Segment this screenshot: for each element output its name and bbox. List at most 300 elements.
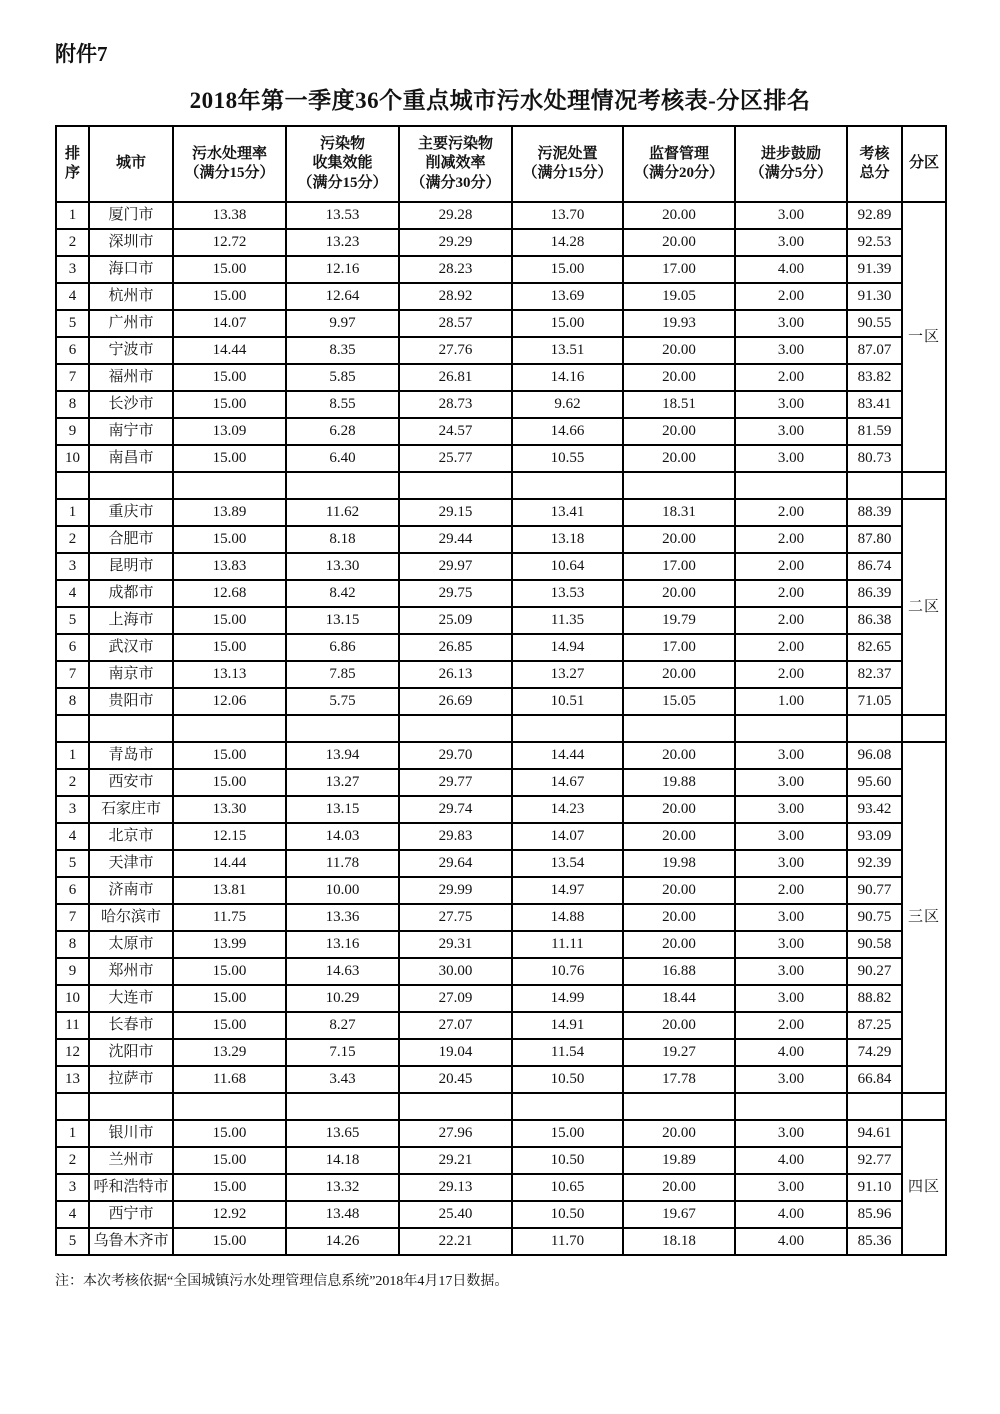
pollutant-reduction-cell: 25.09 [399,607,512,634]
collection-efficiency-cell: 7.15 [286,1039,399,1066]
collection-efficiency-cell: 14.26 [286,1228,399,1255]
treatment-rate-cell: 14.44 [173,337,286,364]
sludge-disposal-cell: 13.41 [512,499,623,526]
pollutant-reduction-cell: 28.57 [399,310,512,337]
total-score-cell: 90.27 [847,958,902,985]
collection-efficiency-cell: 13.16 [286,931,399,958]
section-divider [56,472,946,499]
sludge-disposal-cell: 10.50 [512,1147,623,1174]
collection-efficiency-cell: 14.18 [286,1147,399,1174]
city-cell: 杭州市 [89,283,173,310]
supervision-cell: 20.00 [623,526,735,553]
sludge-disposal-cell: 14.97 [512,877,623,904]
treatment-rate-cell: 12.68 [173,580,286,607]
city-cell: 海口市 [89,256,173,283]
pollutant-reduction-cell: 29.21 [399,1147,512,1174]
rank-cell: 11 [56,1012,89,1039]
header-region [902,126,946,202]
rank-cell: 12 [56,1039,89,1066]
sludge-disposal-cell: 14.67 [512,769,623,796]
supervision-cell: 19.67 [623,1201,735,1228]
total-score-cell: 88.82 [847,985,902,1012]
supervision-cell: 20.00 [623,1012,735,1039]
supervision-cell: 20.00 [623,823,735,850]
sludge-disposal-cell: 13.69 [512,283,623,310]
city-cell: 深圳市 [89,229,173,256]
progress-incentive-cell: 4.00 [735,1039,847,1066]
table-row [56,769,946,796]
total-score-cell: 93.09 [847,823,902,850]
city-cell: 广州市 [89,310,173,337]
divider-cell [89,1093,173,1120]
sludge-disposal-cell: 13.27 [512,661,623,688]
city-cell: 南京市 [89,661,173,688]
collection-efficiency-cell: 6.40 [286,445,399,472]
supervision-cell: 20.00 [623,418,735,445]
rank-cell: 4 [56,283,89,310]
treatment-rate-cell: 12.92 [173,1201,286,1228]
footnote: 注：本次考核依据“全国城镇污水处理管理信息系统”2018年4月17日数据。 [55,1274,509,1289]
pollutant-reduction-cell: 30.00 [399,958,512,985]
pollutant-reduction-cell: 29.97 [399,553,512,580]
pollutant-reduction-cell: 26.13 [399,661,512,688]
collection-efficiency-cell: 14.63 [286,958,399,985]
city-cell: 厦门市 [89,202,173,229]
table-row [56,823,946,850]
divider-cell [173,715,286,742]
treatment-rate-cell: 14.44 [173,850,286,877]
rank-cell: 10 [56,985,89,1012]
header-collection-line2: 收集效能 [312,155,373,172]
supervision-cell: 17.00 [623,634,735,661]
city-cell: 太原市 [89,931,173,958]
table-row [56,364,946,391]
pollutant-reduction-cell: 27.96 [399,1120,512,1147]
supervision-cell: 20.00 [623,337,735,364]
treatment-rate-cell: 13.89 [173,499,286,526]
rank-cell: 1 [56,499,89,526]
city-cell: 武汉市 [89,634,173,661]
progress-incentive-cell: 3.00 [735,202,847,229]
progress-incentive-cell: 2.00 [735,580,847,607]
rank-cell: 5 [56,1228,89,1255]
pollutant-reduction-cell: 29.83 [399,823,512,850]
treatment-rate-cell: 13.38 [173,202,286,229]
table-row [56,634,946,661]
collection-efficiency-cell: 11.78 [286,850,399,877]
table-row [56,688,946,715]
rank-cell: 5 [56,310,89,337]
divider-cell [512,715,623,742]
sludge-disposal-cell: 11.11 [512,931,623,958]
collection-efficiency-cell: 13.27 [286,769,399,796]
treatment-rate-cell: 15.00 [173,607,286,634]
collection-efficiency-cell: 6.28 [286,418,399,445]
treatment-rate-cell: 12.06 [173,688,286,715]
rank-cell: 8 [56,688,89,715]
collection-efficiency-cell: 11.62 [286,499,399,526]
treatment-rate-cell: 15.00 [173,958,286,985]
rank-cell: 3 [56,1174,89,1201]
divider-cell [623,715,735,742]
city-cell: 乌鲁木齐市 [89,1228,173,1255]
total-score-cell: 92.77 [847,1147,902,1174]
table-row [56,985,946,1012]
collection-efficiency-cell: 13.36 [286,904,399,931]
sludge-disposal-cell: 14.16 [512,364,623,391]
supervision-cell: 20.00 [623,904,735,931]
progress-incentive-cell: 3.00 [735,823,847,850]
pollutant-reduction-cell: 29.99 [399,877,512,904]
total-score-cell: 90.55 [847,310,902,337]
table-row [56,337,946,364]
divider-cell [56,472,89,499]
pollutant-reduction-cell: 27.75 [399,904,512,931]
table-row [56,607,946,634]
city-cell: 沈阳市 [89,1039,173,1066]
sludge-disposal-cell: 10.64 [512,553,623,580]
sludge-disposal-cell: 14.66 [512,418,623,445]
rank-cell: 2 [56,1147,89,1174]
rank-cell: 1 [56,202,89,229]
progress-incentive-cell: 2.00 [735,364,847,391]
sludge-disposal-cell: 13.51 [512,337,623,364]
supervision-cell: 20.00 [623,877,735,904]
total-score-cell: 81.59 [847,418,902,445]
rank-cell: 9 [56,958,89,985]
divider-cell [399,1093,512,1120]
supervision-cell: 20.00 [623,1120,735,1147]
region-cell: 一区 [902,202,946,472]
progress-incentive-cell: 3.00 [735,337,847,364]
table-row [56,1120,946,1147]
page-title: 2018年第一季度36个重点城市污水处理情况考核表-分区排名 [189,88,811,113]
table-row [56,1201,946,1228]
sludge-disposal-cell: 13.18 [512,526,623,553]
divider-cell [847,472,902,499]
pollutant-reduction-cell: 27.09 [399,985,512,1012]
treatment-rate-cell: 15.00 [173,364,286,391]
city-cell: 银川市 [89,1120,173,1147]
progress-incentive-cell: 3.00 [735,310,847,337]
treatment-rate-cell: 12.72 [173,229,286,256]
total-score-cell: 95.60 [847,769,902,796]
city-cell: 哈尔滨市 [89,904,173,931]
supervision-cell: 18.51 [623,391,735,418]
sludge-disposal-cell: 11.35 [512,607,623,634]
header-treatment-line1: 污水处理率 [191,145,267,162]
progress-incentive-cell: 2.00 [735,499,847,526]
rank-cell: 8 [56,931,89,958]
header-sludge-disposal [512,126,623,202]
table-row [56,1147,946,1174]
supervision-cell: 20.00 [623,202,735,229]
divider-cell [286,472,399,499]
supervision-cell: 20.00 [623,796,735,823]
treatment-rate-cell: 15.00 [173,1120,286,1147]
supervision-cell: 20.00 [623,580,735,607]
header-city-label: 城市 [115,155,146,172]
treatment-rate-cell: 15.00 [173,742,286,769]
pollutant-reduction-cell: 27.07 [399,1012,512,1039]
supervision-cell: 20.00 [623,364,735,391]
treatment-rate-cell: 11.75 [173,904,286,931]
sludge-disposal-cell: 14.91 [512,1012,623,1039]
table-row [56,1066,946,1093]
rank-cell: 13 [56,1066,89,1093]
header-collection-line3: （满分15分） [297,174,388,191]
collection-efficiency-cell: 7.85 [286,661,399,688]
collection-efficiency-cell: 13.15 [286,796,399,823]
table-row [56,445,946,472]
treatment-rate-cell: 13.29 [173,1039,286,1066]
collection-efficiency-cell: 13.32 [286,1174,399,1201]
total-score-cell: 88.39 [847,499,902,526]
supervision-cell: 16.88 [623,958,735,985]
region-cell: 三区 [902,742,946,1093]
sludge-disposal-cell: 14.07 [512,823,623,850]
city-cell: 南宁市 [89,418,173,445]
rank-cell: 5 [56,607,89,634]
treatment-rate-cell: 12.15 [173,823,286,850]
city-cell: 宁波市 [89,337,173,364]
supervision-cell: 15.05 [623,688,735,715]
total-score-cell: 74.29 [847,1039,902,1066]
treatment-rate-cell: 14.07 [173,310,286,337]
rank-cell: 7 [56,904,89,931]
supervision-cell: 19.88 [623,769,735,796]
progress-incentive-cell: 4.00 [735,256,847,283]
sludge-disposal-cell: 11.54 [512,1039,623,1066]
sludge-disposal-cell: 14.99 [512,985,623,1012]
total-score-cell: 86.38 [847,607,902,634]
city-cell: 昆明市 [89,553,173,580]
progress-incentive-cell: 2.00 [735,1012,847,1039]
city-cell: 合肥市 [89,526,173,553]
table-row [56,526,946,553]
treatment-rate-cell: 15.00 [173,1174,286,1201]
sludge-disposal-cell: 13.70 [512,202,623,229]
city-cell: 郑州市 [89,958,173,985]
progress-incentive-cell: 2.00 [735,607,847,634]
total-score-cell: 66.84 [847,1066,902,1093]
rank-cell: 3 [56,256,89,283]
progress-incentive-cell: 3.00 [735,418,847,445]
header-reduction-line2: 削减效率 [425,155,486,172]
treatment-rate-cell: 11.68 [173,1066,286,1093]
table-row [56,931,946,958]
supervision-cell: 20.00 [623,229,735,256]
table-row [56,256,946,283]
progress-incentive-cell: 1.00 [735,688,847,715]
header-supervision-line1: 监督管理 [648,145,709,162]
table-header [56,126,946,202]
rank-cell: 10 [56,445,89,472]
sludge-disposal-cell: 14.94 [512,634,623,661]
divider-cell [735,1093,847,1120]
sludge-disposal-cell: 14.28 [512,229,623,256]
progress-incentive-cell: 3.00 [735,391,847,418]
city-cell: 兰州市 [89,1147,173,1174]
progress-incentive-cell: 3.00 [735,985,847,1012]
sludge-disposal-cell: 10.50 [512,1201,623,1228]
pollutant-reduction-cell: 26.85 [399,634,512,661]
supervision-cell: 19.89 [623,1147,735,1174]
city-cell: 贵阳市 [89,688,173,715]
divider-cell [399,715,512,742]
progress-incentive-cell: 3.00 [735,445,847,472]
pollutant-reduction-cell: 22.21 [399,1228,512,1255]
header-total-score [847,126,902,202]
pollutant-reduction-cell: 29.44 [399,526,512,553]
total-score-cell: 82.65 [847,634,902,661]
supervision-cell: 20.00 [623,742,735,769]
header-treatment-line2: （满分15分） [184,165,275,181]
collection-efficiency-cell: 13.30 [286,553,399,580]
sludge-disposal-cell: 10.55 [512,445,623,472]
table-row [56,499,946,526]
supervision-cell: 19.79 [623,607,735,634]
total-score-cell: 82.37 [847,661,902,688]
pollutant-reduction-cell: 28.73 [399,391,512,418]
collection-efficiency-cell: 8.35 [286,337,399,364]
header-progress-line1: 进步鼓励 [760,145,821,162]
table-row [56,1174,946,1201]
rank-cell: 8 [56,391,89,418]
divider-cell [512,472,623,499]
progress-incentive-cell: 3.00 [735,958,847,985]
header-row [56,126,946,202]
rank-cell: 7 [56,661,89,688]
total-score-cell: 83.82 [847,364,902,391]
collection-efficiency-cell: 10.00 [286,877,399,904]
total-score-cell: 90.77 [847,877,902,904]
table-row [56,310,946,337]
header-reduction-line1: 主要污染物 [417,135,493,152]
progress-incentive-cell: 3.00 [735,229,847,256]
progress-incentive-cell: 4.00 [735,1201,847,1228]
city-cell: 呼和浩特市 [89,1174,173,1201]
total-score-cell: 94.61 [847,1120,902,1147]
rank-cell: 2 [56,229,89,256]
ranking-table [55,125,947,1256]
city-cell: 上海市 [89,607,173,634]
section-divider [56,1093,946,1120]
city-cell: 长沙市 [89,391,173,418]
rank-cell: 2 [56,526,89,553]
table-row [56,553,946,580]
header-sludge-line1: 污泥处置 [537,145,598,162]
divider-cell [173,1093,286,1120]
pollutant-reduction-cell: 29.70 [399,742,512,769]
table-row [56,877,946,904]
supervision-cell: 18.31 [623,499,735,526]
sludge-disposal-cell: 15.00 [512,256,623,283]
header-treatment-rate [173,126,286,202]
sludge-disposal-cell: 13.53 [512,580,623,607]
table-row [56,229,946,256]
region-cell: 四区 [902,1120,946,1255]
rank-cell: 3 [56,553,89,580]
total-score-cell: 86.74 [847,553,902,580]
city-cell: 成都市 [89,580,173,607]
treatment-rate-cell: 15.00 [173,1012,286,1039]
sludge-disposal-cell: 15.00 [512,1120,623,1147]
header-city [89,126,173,202]
table-row [56,904,946,931]
progress-incentive-cell: 3.00 [735,1174,847,1201]
rank-cell: 3 [56,796,89,823]
header-reduction-line3: （满分30分） [410,174,501,191]
pollutant-reduction-cell: 19.04 [399,1039,512,1066]
rank-cell: 1 [56,1120,89,1147]
divider-cell [56,715,89,742]
supervision-cell: 20.00 [623,931,735,958]
treatment-rate-cell: 15.00 [173,256,286,283]
supervision-cell: 19.27 [623,1039,735,1066]
sludge-disposal-cell: 10.51 [512,688,623,715]
total-score-cell: 85.96 [847,1201,902,1228]
progress-incentive-cell: 3.00 [735,796,847,823]
divider-cell [623,1093,735,1120]
total-score-cell: 87.80 [847,526,902,553]
divider-cell [286,715,399,742]
progress-incentive-cell: 2.00 [735,877,847,904]
divider-cell [902,715,946,742]
table-row [56,391,946,418]
divider-cell [56,1093,89,1120]
rank-cell: 1 [56,742,89,769]
header-progress-line2: （满分5分） [749,165,833,181]
treatment-rate-cell: 15.00 [173,283,286,310]
rank-cell: 7 [56,364,89,391]
supervision-cell: 19.98 [623,850,735,877]
sludge-disposal-cell: 10.65 [512,1174,623,1201]
section-divider [56,715,946,742]
pollutant-reduction-cell: 29.13 [399,1174,512,1201]
treatment-rate-cell: 15.00 [173,769,286,796]
collection-efficiency-cell: 8.55 [286,391,399,418]
collection-efficiency-cell: 6.86 [286,634,399,661]
header-supervision-line2: （满分20分） [633,165,724,181]
table-row [56,1039,946,1066]
supervision-cell: 20.00 [623,661,735,688]
header-pollutant-reduction [399,126,512,202]
supervision-cell: 20.00 [623,1174,735,1201]
attachment-label: 附件7 [55,42,108,66]
rank-cell: 4 [56,580,89,607]
divider-cell [735,472,847,499]
header-collection-efficiency [286,126,399,202]
pollutant-reduction-cell: 29.74 [399,796,512,823]
pollutant-reduction-cell: 27.76 [399,337,512,364]
total-score-cell: 96.08 [847,742,902,769]
collection-efficiency-cell: 13.94 [286,742,399,769]
collection-efficiency-cell: 14.03 [286,823,399,850]
rank-cell: 4 [56,1201,89,1228]
total-score-cell: 91.39 [847,256,902,283]
rank-cell: 4 [56,823,89,850]
header-region-label: 分区 [908,155,939,172]
supervision-cell: 17.00 [623,553,735,580]
pollutant-reduction-cell: 29.75 [399,580,512,607]
progress-incentive-cell: 2.00 [735,283,847,310]
table-row [56,661,946,688]
table-row [56,796,946,823]
progress-incentive-cell: 4.00 [735,1228,847,1255]
total-score-cell: 87.07 [847,337,902,364]
header-supervision [623,126,735,202]
